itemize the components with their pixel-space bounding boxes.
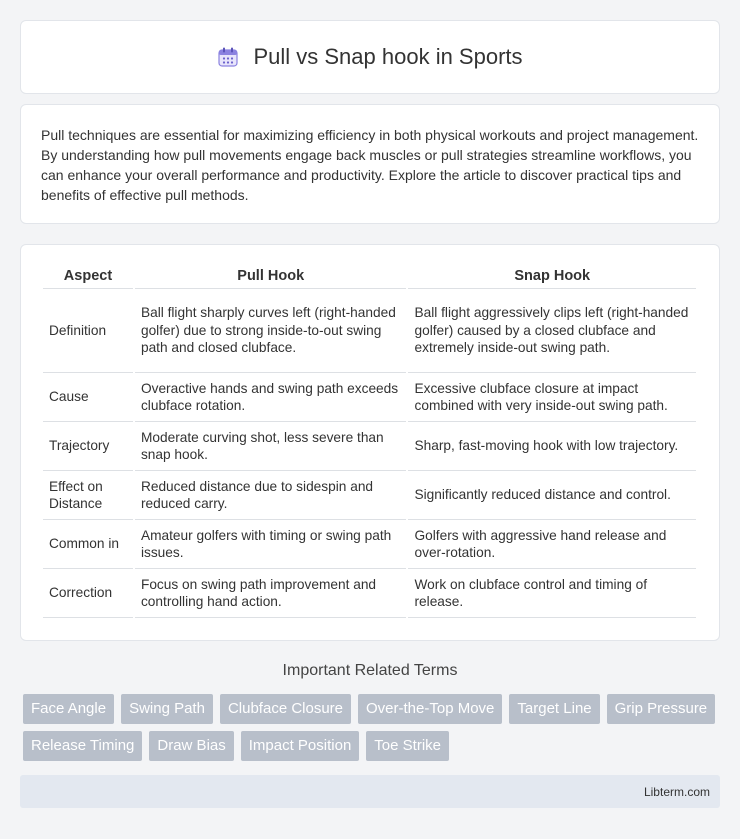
related-terms-heading: Important Related Terms <box>282 662 458 679</box>
title-card <box>20 20 720 94</box>
snap-hook-cell: Work on clubface control and timing of release. <box>408 569 696 618</box>
tag-release-timing[interactable]: Release Timing <box>23 731 142 761</box>
tag-swing-path[interactable]: Swing Path <box>121 694 213 724</box>
page-title: Pull vs Snap hook in Sports <box>253 44 523 69</box>
tag-grip-pressure[interactable]: Grip Pressure <box>607 694 716 724</box>
snap-hook-cell: Significantly reduced distance and control. <box>408 471 696 520</box>
snap-hook-cell: Excessive clubface closure at impact combined with very inside-out swing path. <box>408 373 696 422</box>
calendar-icon <box>217 46 239 68</box>
table-row <box>43 422 696 471</box>
snap-hook-cell: Sharp, fast-moving hook with low trajectory. <box>408 422 696 471</box>
aspect-cell: Definition <box>43 289 133 373</box>
tag-face-angle[interactable]: Face Angle <box>23 694 114 724</box>
footer-site-link[interactable]: Libterm.com <box>643 784 710 799</box>
aspect-cell: Common in <box>43 520 133 569</box>
tag-toe-strike[interactable]: Toe Strike <box>366 731 449 761</box>
column-header-pull-hook: Pull Hook <box>135 265 407 289</box>
table-row <box>43 520 696 569</box>
tag-draw-bias[interactable]: Draw Bias <box>149 731 233 761</box>
tag-clubface-closure[interactable]: Clubface Closure <box>220 694 351 724</box>
related-terms-tags <box>23 694 723 761</box>
column-header-aspect: Aspect <box>43 265 133 289</box>
snap-hook-cell: Ball flight aggressively clips left (right-handed golfer) caused by a closed clubface and extremely inside-out swing path. <box>408 289 696 373</box>
snap-hook-cell: Golfers with aggressive hand release and over-rotation. <box>408 520 696 569</box>
table-row <box>43 373 696 422</box>
table-header-row <box>43 265 696 289</box>
pull-hook-cell: Focus on swing path improvement and controlling hand action. <box>135 569 407 618</box>
intro-paragraph: Pull techniques are essential for maximizing efficiency in both physical workouts and project management. By understanding how pull movements engage back muscles or pull strategies streamline workflows, you can enhance your overall performance and productivity. Explore the article to discover practical tips and benefits of effective pull methods. <box>41 127 699 203</box>
pull-hook-cell: Ball flight sharply curves left (right-handed golfer) due to strong inside-to-out swing path and closed clubface. <box>135 289 407 373</box>
intro-card <box>20 104 720 224</box>
title-wrap <box>217 44 522 70</box>
comparison-table-card <box>20 244 720 641</box>
column-header-snap-hook: Snap Hook <box>408 265 696 289</box>
tag-over-the-top-move[interactable]: Over-the-Top Move <box>358 694 502 724</box>
pull-hook-cell: Moderate curving shot, less severe than snap hook. <box>135 422 407 471</box>
table-row <box>43 569 696 618</box>
aspect-cell: Cause <box>43 373 133 422</box>
footer-bar <box>20 775 720 808</box>
table-row <box>43 289 696 373</box>
pull-hook-cell: Reduced distance due to sidespin and reduced carry. <box>135 471 407 520</box>
comparison-table <box>41 265 698 618</box>
tag-target-line[interactable]: Target Line <box>509 694 599 724</box>
table-row <box>43 471 696 520</box>
aspect-cell: Trajectory <box>43 422 133 471</box>
aspect-cell: Effect on Distance <box>43 471 133 520</box>
pull-hook-cell: Amateur golfers with timing or swing path issues. <box>135 520 407 569</box>
aspect-cell: Correction <box>43 569 133 618</box>
pull-hook-cell: Overactive hands and swing path exceeds clubface rotation. <box>135 373 407 422</box>
tag-impact-position[interactable]: Impact Position <box>241 731 360 761</box>
